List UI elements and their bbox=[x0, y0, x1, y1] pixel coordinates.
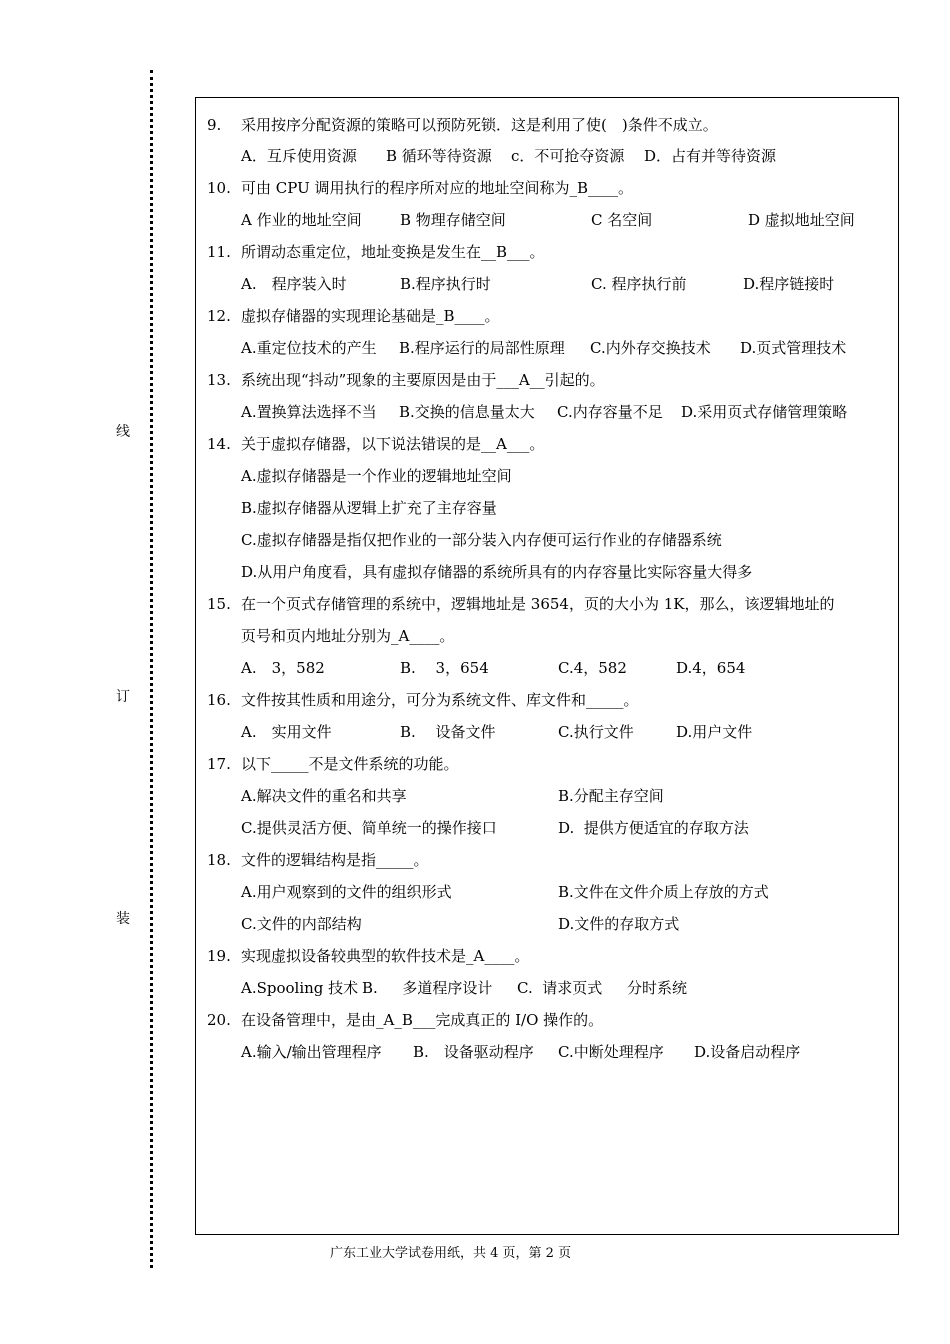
question-stem: 系统出现“抖动”现象的主要原因是由于___A__引起的。 bbox=[241, 371, 605, 389]
option: C.内外存交换技术 bbox=[590, 339, 711, 357]
option: A. 程序装入时 bbox=[241, 275, 347, 293]
option: A.重定位技术的产生 bbox=[241, 339, 377, 357]
question-stem: 以下_____不是文件系统的功能。 bbox=[241, 755, 459, 773]
option: B.交换的信息量太大 bbox=[399, 403, 535, 421]
option: B 循环等待资源 bbox=[386, 147, 492, 165]
question-stem: 采用按序分配资源的策略可以预防死锁．这是利用了使( )条件不成立。 bbox=[241, 116, 718, 134]
question-stem: 实现虚拟设备较典型的软件技术是_A____。 bbox=[241, 947, 530, 965]
question-stem-continued: 页号和页内地址分别为_A____。 bbox=[241, 627, 455, 645]
option: A. 实用文件 bbox=[241, 723, 332, 741]
option: B.文件在文件介质上存放的方式 bbox=[558, 883, 769, 901]
question-number: 16. bbox=[207, 691, 231, 709]
option: D.4，654 bbox=[676, 659, 746, 677]
page-footer: 广东工业大学试卷用纸，共 4 页，第 2 页 bbox=[330, 1246, 572, 1261]
option: C. 请求页式 bbox=[517, 979, 603, 997]
option: C.虚拟存储器是指仅把作业的一部分装入内存便可运行作业的存储器系统 bbox=[241, 531, 722, 549]
binding-label-zhuang: 装 bbox=[116, 911, 130, 927]
option: C.4，582 bbox=[558, 659, 627, 677]
option: D. 提供方便适宜的存取方法 bbox=[558, 819, 749, 837]
option: D.用户文件 bbox=[676, 723, 753, 741]
question-number: 9. bbox=[207, 116, 222, 134]
option: D.采用页式存储管理策略 bbox=[681, 403, 848, 421]
option: D.页式管理技术 bbox=[740, 339, 847, 357]
question-number: 11. bbox=[207, 243, 231, 261]
binding-label-ding: 订 bbox=[116, 689, 130, 705]
option: A．互斥使用资源 bbox=[241, 147, 357, 165]
option: A.置换算法选择不当 bbox=[241, 403, 377, 421]
option: A.用户观察到的文件的组织形式 bbox=[241, 883, 452, 901]
question-stem: 关于虚拟存储器，以下说法错误的是__A___。 bbox=[241, 435, 545, 453]
option: A 作业的地址空间 bbox=[241, 211, 362, 229]
question-number: 18. bbox=[207, 851, 231, 869]
option: D.从用户角度看，具有虚拟存储器的系统所具有的内存容量比实际容量大得多 bbox=[241, 563, 753, 581]
question-stem: 在设备管理中，是由_A_B___完成真正的 I/O 操作的。 bbox=[241, 1011, 604, 1029]
question-number: 20. bbox=[207, 1011, 231, 1029]
option: A.输入/输出管理程序 bbox=[241, 1043, 382, 1061]
binding-dotted-line bbox=[150, 70, 153, 1268]
option: B. 3，654 bbox=[400, 659, 489, 677]
option: C.文件的内部结构 bbox=[241, 915, 362, 933]
option: B 物理存储空间 bbox=[400, 211, 506, 229]
option: B. 设备文件 bbox=[400, 723, 496, 741]
option: A.Spooling 技术 bbox=[241, 979, 359, 997]
question-stem: 在一个页式存储管理的系统中，逻辑地址是 3654，页的大小为 1K，那么，该逻辑地址的 bbox=[241, 595, 835, 613]
binding-label-xian: 线 bbox=[116, 424, 130, 440]
question-stem: 虚拟存储器的实现理论基础是_B____。 bbox=[241, 307, 500, 325]
option: 分时系统 bbox=[627, 979, 688, 997]
option: D.文件的存取方式 bbox=[558, 915, 680, 933]
option: C.提供灵活方便、简单统一的操作接口 bbox=[241, 819, 497, 837]
option: D.设备启动程序 bbox=[694, 1043, 801, 1061]
question-number: 12. bbox=[207, 307, 231, 325]
option: D．占有并等待资源 bbox=[644, 147, 777, 165]
question-stem: 所谓动态重定位，地址变换是发生在__B___。 bbox=[241, 243, 545, 261]
question-number: 15. bbox=[207, 595, 231, 613]
option: A. 3，582 bbox=[241, 659, 325, 677]
option: C.内存容量不足 bbox=[557, 403, 663, 421]
option: D.程序链接时 bbox=[743, 275, 835, 293]
option: A.虚拟存储器是一个作业的逻辑地址空间 bbox=[241, 467, 512, 485]
question-number: 17. bbox=[207, 755, 231, 773]
option: B.分配主存空间 bbox=[558, 787, 664, 805]
option: C 名空间 bbox=[591, 211, 653, 229]
question-number: 14. bbox=[207, 435, 231, 453]
option: D 虚拟地址空间 bbox=[748, 211, 855, 229]
option: B. 多道程序设计 bbox=[362, 979, 493, 997]
option: C. 程序执行前 bbox=[591, 275, 687, 293]
option: C.中断处理程序 bbox=[558, 1043, 664, 1061]
question-stem: 可由 CPU 调用执行的程序所对应的地址空间称为_B____。 bbox=[241, 179, 634, 197]
question-number: 19. bbox=[207, 947, 231, 965]
option: B.程序运行的局部性原理 bbox=[399, 339, 565, 357]
question-number: 10. bbox=[207, 179, 231, 197]
option: c．不可抢夺资源 bbox=[511, 147, 625, 165]
option: C.执行文件 bbox=[558, 723, 634, 741]
option: A.解决文件的重名和共享 bbox=[241, 787, 407, 805]
option: B. 设备驱动程序 bbox=[413, 1043, 534, 1061]
option: B.程序执行时 bbox=[400, 275, 491, 293]
question-stem: 文件按其性质和用途分，可分为系统文件、库文件和_____。 bbox=[241, 691, 639, 709]
question-number: 13. bbox=[207, 371, 231, 389]
option: B.虚拟存储器从逻辑上扩充了主存容量 bbox=[241, 499, 497, 517]
question-stem: 文件的逻辑结构是指_____。 bbox=[241, 851, 429, 869]
